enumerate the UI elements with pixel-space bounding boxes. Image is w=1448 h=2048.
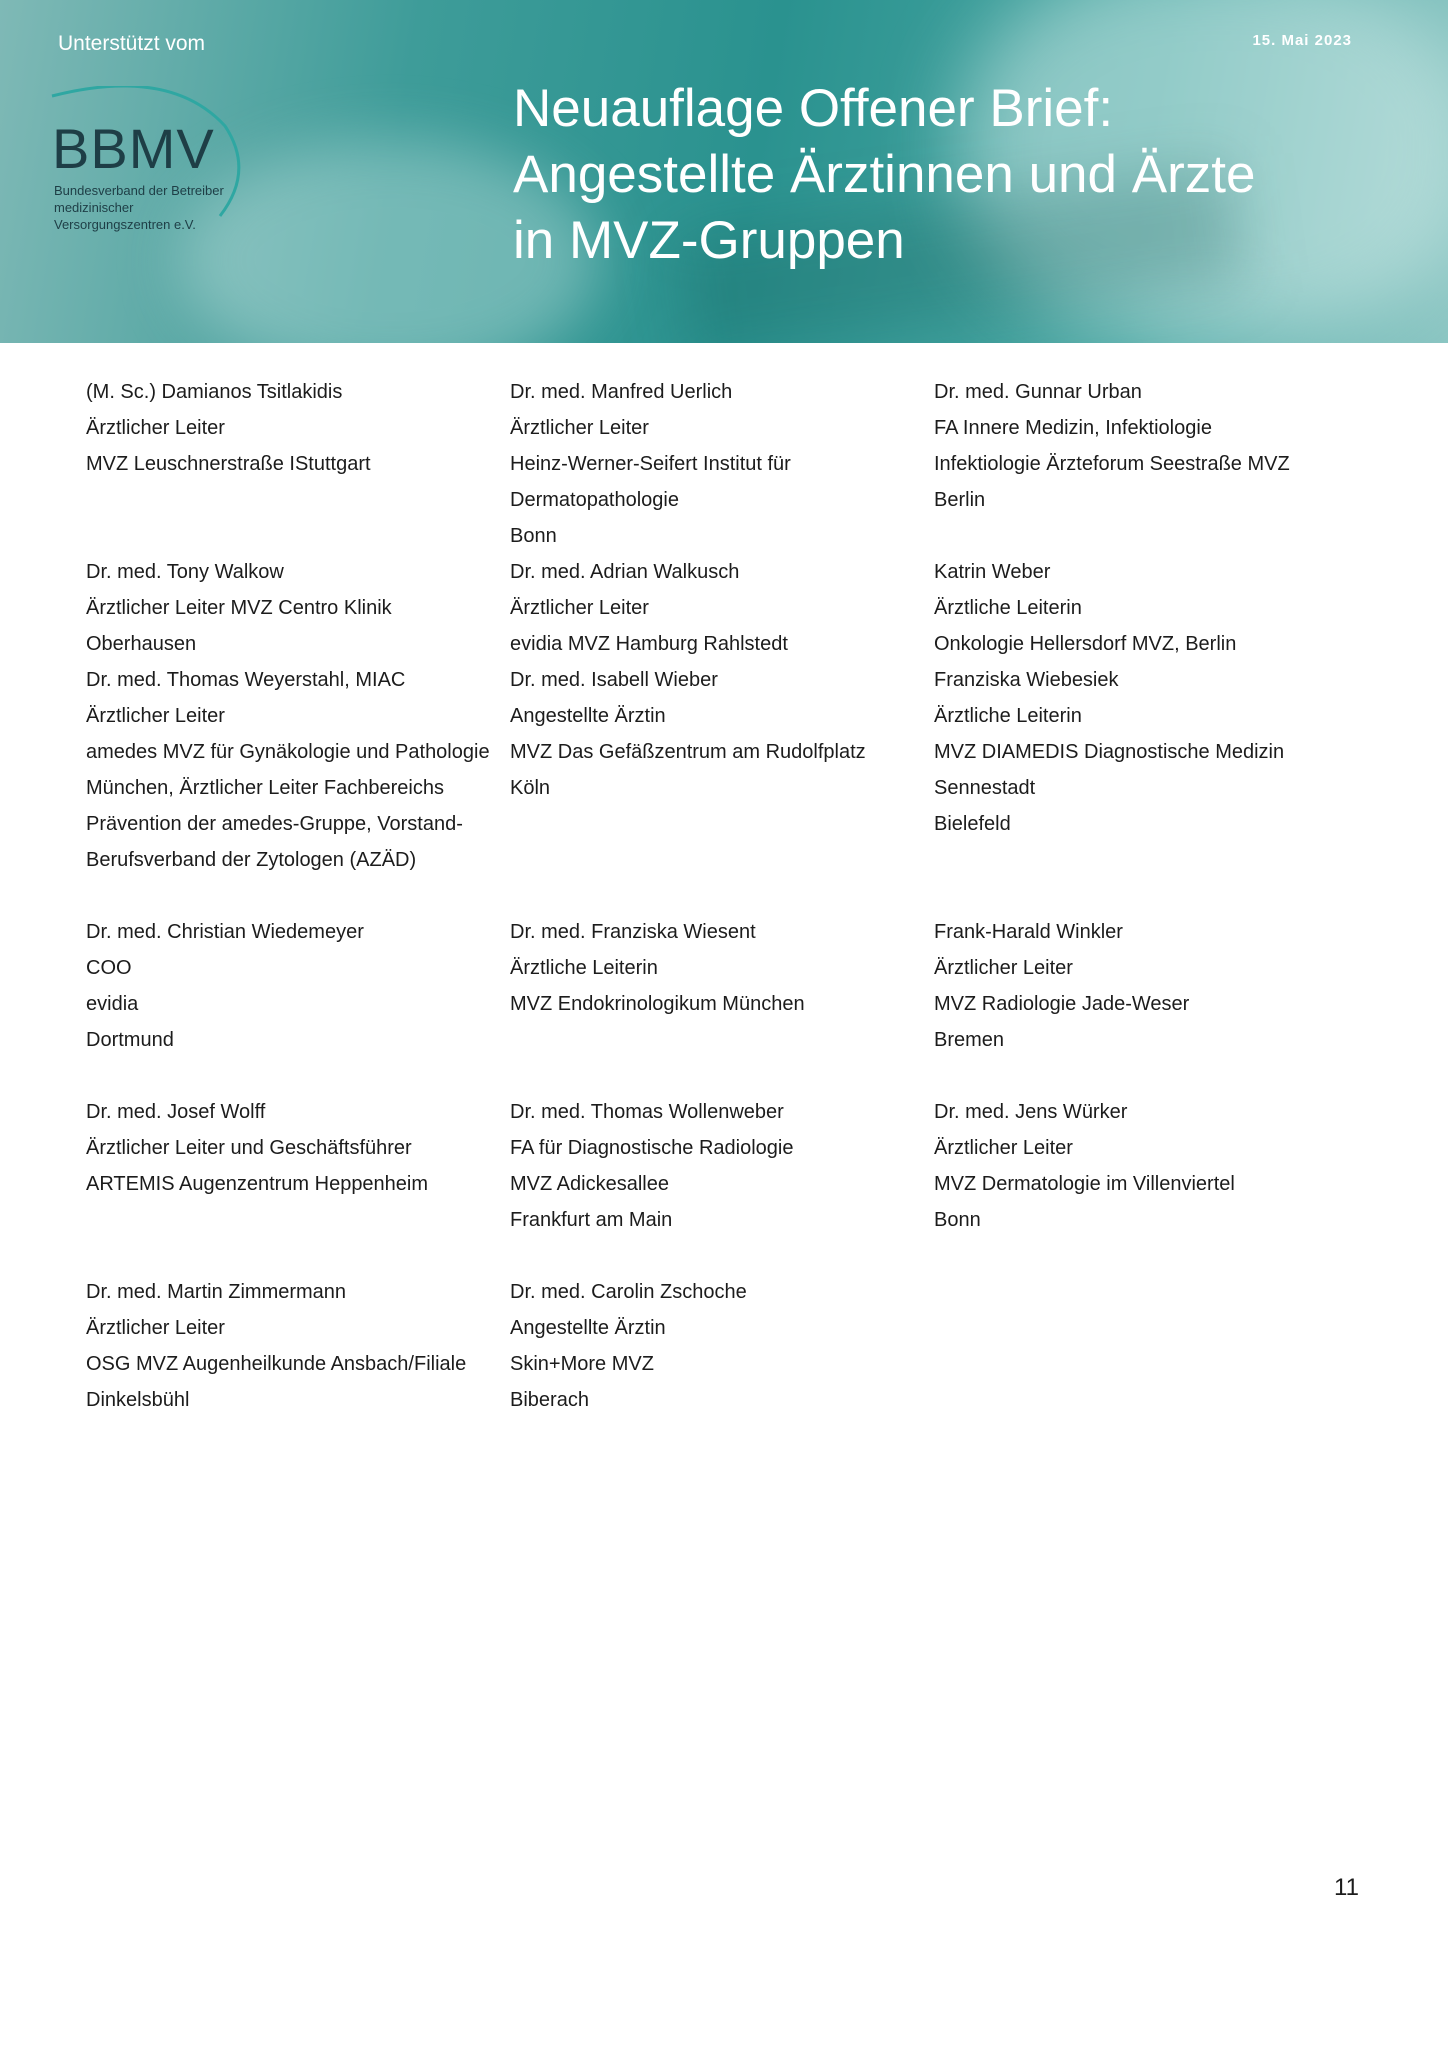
signatory-entry: Dr. med. Gunnar Urban FA Innere Medizin, Infektiologie Infektiologie Ärzteforum Seestraße MVZ Berlin xyxy=(934,381,1290,511)
header-banner xyxy=(0,0,1448,343)
signatory-entry: (M. Sc.) Damianos Tsitlakidis Ärztlicher Leiter MVZ Leuschnerstraße IStuttgart xyxy=(86,381,371,475)
logo-subtitle: Bundesverband der Betreiber medizinischer Versorgungszentren e.V. xyxy=(54,183,224,232)
signatory-row xyxy=(86,374,1376,554)
signatory-row xyxy=(86,1274,1376,1418)
signatory-entry: Frank-Harald Winkler Ärztlicher Leiter MVZ Radiologie Jade-Weser Bremen xyxy=(934,921,1190,1051)
signatory-entry xyxy=(934,1274,1358,1418)
signatory-entry: Dr. med. Adrian Walkusch Ärztlicher Leiter evidia MVZ Hamburg Rahlstedt Dr. med. Isabell Wieber Angestellte Ärztin MVZ Das Gefäßzentrum am Rudolfplatz Köln xyxy=(510,561,866,799)
publication-date: 15. Mai 2023 xyxy=(1252,32,1352,49)
supported-by-label: Unterstützt vom xyxy=(58,32,206,55)
signatory-entry: Dr. med. Josef Wolff Ärztlicher Leiter und Geschäftsführer ARTEMIS Augenzentrum Heppenheim xyxy=(86,1101,429,1195)
signatory-row xyxy=(86,914,1376,1058)
signatory-entry: Katrin Weber Ärztliche Leiterin Onkologie Hellersdorf MVZ, Berlin Franziska Wiebesiek Ärztliche Leiterin MVZ DIAMEDIS Diagnostische Medizin Sennestadt Bielefeld xyxy=(934,561,1285,835)
signatory-entry: Dr. med. Jens Würker Ärztlicher Leiter MVZ Dermatologie im Villenviertel Bonn xyxy=(934,1101,1235,1231)
signatory-row xyxy=(86,554,1376,878)
signatory-entry: Dr. med. Martin Zimmermann Ärztlicher Leiter OSG MVZ Augenheilkunde Ansbach/Filiale Dinkelsbühl xyxy=(86,1281,467,1411)
page-title: Neuauflage Offener Brief: Angestellte Ärztinnen und Ärzte in MVZ-Gruppen xyxy=(513,79,1256,270)
signatory-entry: Dr. med. Carolin Zschoche Angestellte Ärztin Skin+More MVZ Biberach xyxy=(510,1281,747,1411)
signatory-entry: Dr. med. Tony Walkow Ärztlicher Leiter MVZ Centro Klinik Oberhausen Dr. med. Thomas Weyerstahl, MIAC Ärztlicher Leiter amedes MVZ für Gynäkologie und Pathologie München, Ärztlicher Leiter Fachbereichs Prävention der amedes-Gruppe, Vorstand- Berufsverband der Zytologen (AZÄD) xyxy=(86,561,490,871)
signatory-entry: Dr. med. Christian Wiedemeyer COO evidia Dortmund xyxy=(86,921,364,1051)
row-spacer xyxy=(86,1238,1376,1274)
signatory-entry: Dr. med. Thomas Wollenweber FA für Diagnostische Radiologie MVZ Adickesallee Frankfurt am Main xyxy=(510,1101,794,1231)
row-spacer xyxy=(86,1058,1376,1094)
bbmv-logo xyxy=(50,86,240,246)
signatory-list xyxy=(86,374,1376,1418)
signatory-entry: Dr. med. Franziska Wiesent Ärztliche Leiterin MVZ Endokrinologikum München xyxy=(510,921,805,1015)
signatory-entry: Dr. med. Manfred Uerlich Ärztlicher Leiter Heinz-Werner-Seifert Institut für Dermatopathologie Bonn xyxy=(510,381,791,547)
page-number: 11 xyxy=(1334,1874,1359,1901)
row-spacer xyxy=(86,878,1376,914)
signatory-row xyxy=(86,1094,1376,1238)
logo-wordmark: BBMV xyxy=(52,117,215,180)
